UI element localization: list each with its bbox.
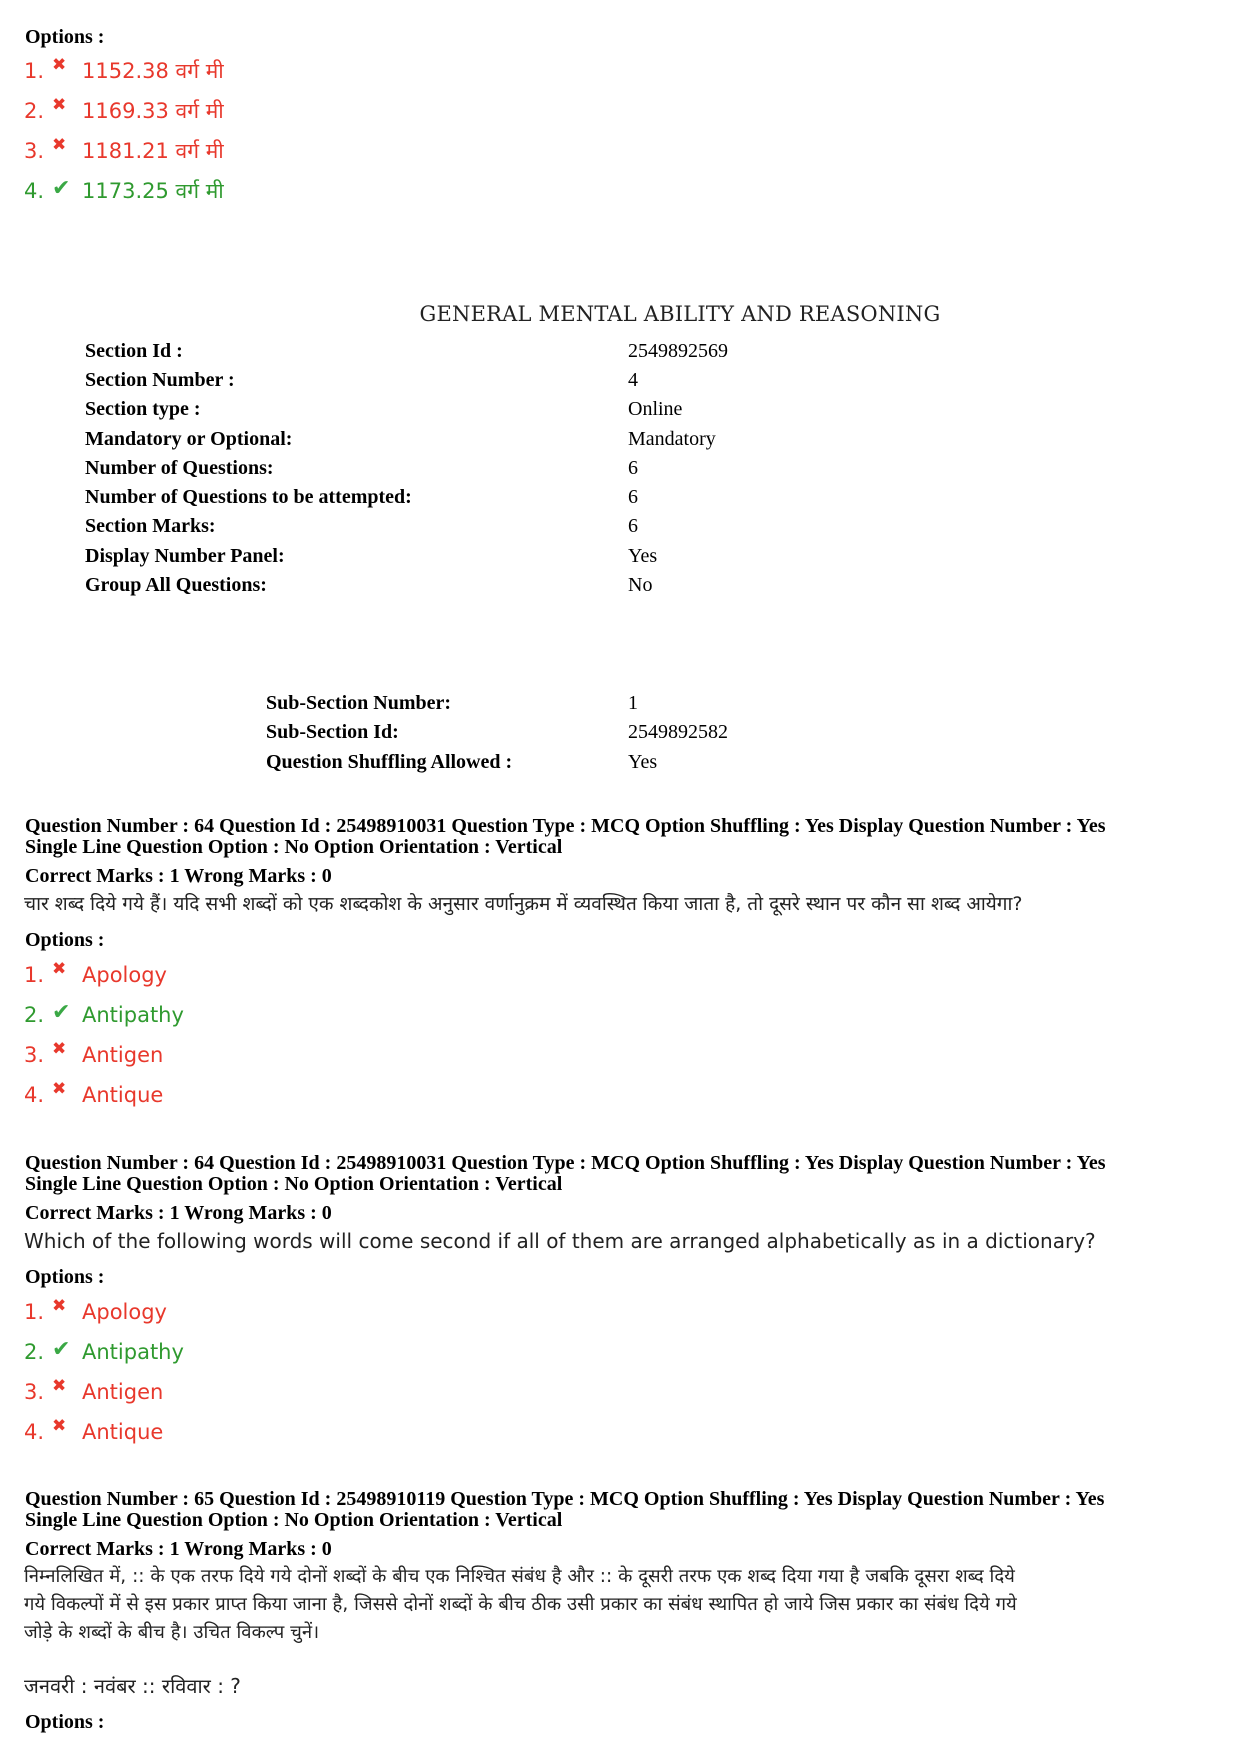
cross-icon: ✖ [52,1296,67,1316]
subsection-number-label: Sub-Section Number: [266,692,452,714]
cross-icon: ✖ [52,1079,67,1099]
option-number: 4. [24,1420,45,1444]
option-text: 1169.33 वर्ग मी [82,99,224,123]
analogy-text: जनवरी : नवंबर :: रविवार : ? [24,1674,241,1698]
option-item[interactable] [24,134,224,168]
option-text: 1181.21 वर्ग मी [82,139,224,163]
mandatory-label: Mandatory or Optional: [85,428,293,450]
question-marks: Correct Marks : 1 Wrong Marks : 0 [25,1202,332,1224]
group-questions-label: Group All Questions: [85,574,267,596]
option-text: Antique [82,1083,164,1107]
option-text: 1173.25 वर्ग मी [82,179,224,203]
question-header-2: Single Line Question Option : No Option Orientation : Vertical [25,1509,563,1531]
shuffling-allowed-label: Question Shuffling Allowed : [266,751,513,773]
option-item[interactable] [24,54,224,88]
question-text-line: निम्नलिखित में, :: के एक तरफ दिये गये दोनों शब्दों के बीच एक निश्चित संबंध है और :: के दूसरी तरफ एक शब्द दिया गया है जबकि दूसरा शब्द दिये [24,1566,1015,1587]
option-text: Apology [82,963,167,987]
cross-icon: ✖ [52,1039,67,1059]
options-label: Options : [25,1266,105,1288]
option-number: 3. [24,1380,45,1404]
subsection-number-value: 1 [628,692,638,714]
option-number: 2. [24,1340,45,1364]
section-marks-label: Section Marks: [85,515,216,537]
question-text-line: जोड़े के शब्दों के बीच है। उचित विकल्प चुनें। [24,1622,320,1643]
question-marks: Correct Marks : 1 Wrong Marks : 0 [25,1538,332,1560]
question-header: Question Number : 64 Question Id : 25498910031 Question Type : MCQ Option Shuffling : Yes Display Question Number : Yes [25,815,1106,837]
question-header: Question Number : 64 Question Id : 25498910031 Question Type : MCQ Option Shuffling : Yes Display Question Number : Yes [25,1152,1106,1174]
option-item[interactable] [24,1415,163,1449]
question-text: चार शब्द दिये गये हैं। यदि सभी शब्दों को एक शब्दकोश के अनुसार वर्णानुक्रम में व्यवस्थित किया जाता है, तो दूसरे स्थान पर कौन सा शब्द आयेगा? [24,893,1023,915]
section-number-label: Section Number : [85,369,235,391]
cross-icon: ✖ [52,1416,67,1436]
subsection-id-value: 2549892582 [628,721,728,743]
option-item[interactable] [24,94,224,128]
display-panel-value: Yes [628,545,658,567]
attempt-questions-label: Number of Questions to be attempted: [85,486,412,508]
options-label: Options : [25,929,105,951]
option-number: 2. [24,1003,45,1027]
option-item[interactable] [24,1038,163,1072]
mandatory-value: Mandatory [628,428,716,450]
option-text: Antipathy [82,1003,184,1027]
option-item-correct[interactable] [24,174,224,208]
option-text: Antigen [82,1043,164,1067]
cross-icon: ✖ [52,1376,67,1396]
option-number: 1. [24,1300,45,1324]
option-number: 4. [24,1083,45,1107]
num-questions-value: 6 [628,457,638,479]
option-number: 3. [24,139,45,163]
option-text: 1152.38 वर्ग मी [82,59,224,83]
option-item[interactable] [24,1078,163,1112]
option-number: 3. [24,1043,45,1067]
shuffling-allowed-value: Yes [628,751,658,773]
cross-icon: ✖ [52,55,67,75]
option-item[interactable] [24,1375,163,1409]
question-text-line: गये विकल्पों में से इस प्रकार प्राप्त किया जाना है, जिससे दोनों शब्दों के बीच ठीक उसी प्रकार का संबंध स्थापित हो जाये जिस प्रकार का संबंध दिये गये [24,1594,1017,1615]
question-header-2: Single Line Question Option : No Option Orientation : Vertical [25,1173,563,1195]
question-text [24,1563,1219,1647]
cross-icon: ✖ [52,959,67,979]
num-questions-label: Number of Questions: [85,457,274,479]
section-title: GENERAL MENTAL ABILITY AND REASONING [419,302,941,326]
option-item[interactable] [24,958,167,992]
subsection-id-label: Sub-Section Id: [266,721,399,743]
options-label: Options : [25,1711,105,1733]
section-marks-value: 6 [628,515,638,537]
check-icon: ✔ [52,175,71,201]
options-label: Options : [25,26,105,48]
question-marks: Correct Marks : 1 Wrong Marks : 0 [25,865,332,887]
option-text: Apology [82,1300,167,1324]
section-id-label: Section Id : [85,340,183,362]
cross-icon: ✖ [52,95,67,115]
option-number: 1. [24,963,45,987]
group-questions-value: No [628,574,653,596]
option-number: 2. [24,99,45,123]
check-icon: ✔ [52,1336,71,1362]
question-header-2: Single Line Question Option : No Option Orientation : Vertical [25,836,563,858]
option-item-correct[interactable] [24,1335,184,1369]
question-text: Which of the following words will come second if all of them are arranged alphabetically as in a dictionary? [24,1229,1096,1253]
question-header: Question Number : 65 Question Id : 25498910119 Question Type : MCQ Option Shuffling : Yes Display Question Number : Yes [25,1488,1105,1510]
attempt-questions-value: 6 [628,486,638,508]
check-icon: ✔ [52,999,71,1025]
section-id-value: 2549892569 [628,340,728,362]
section-type-label: Section type : [85,398,201,420]
cross-icon: ✖ [52,135,67,155]
option-item-correct[interactable] [24,998,184,1032]
option-text: Antique [82,1420,164,1444]
display-panel-label: Display Number Panel: [85,545,285,567]
section-type-value: Online [628,398,683,420]
section-number-value: 4 [628,369,638,391]
option-number: 4. [24,179,45,203]
option-item[interactable] [24,1295,167,1329]
option-text: Antipathy [82,1340,184,1364]
option-number: 1. [24,59,45,83]
option-text: Antigen [82,1380,164,1404]
